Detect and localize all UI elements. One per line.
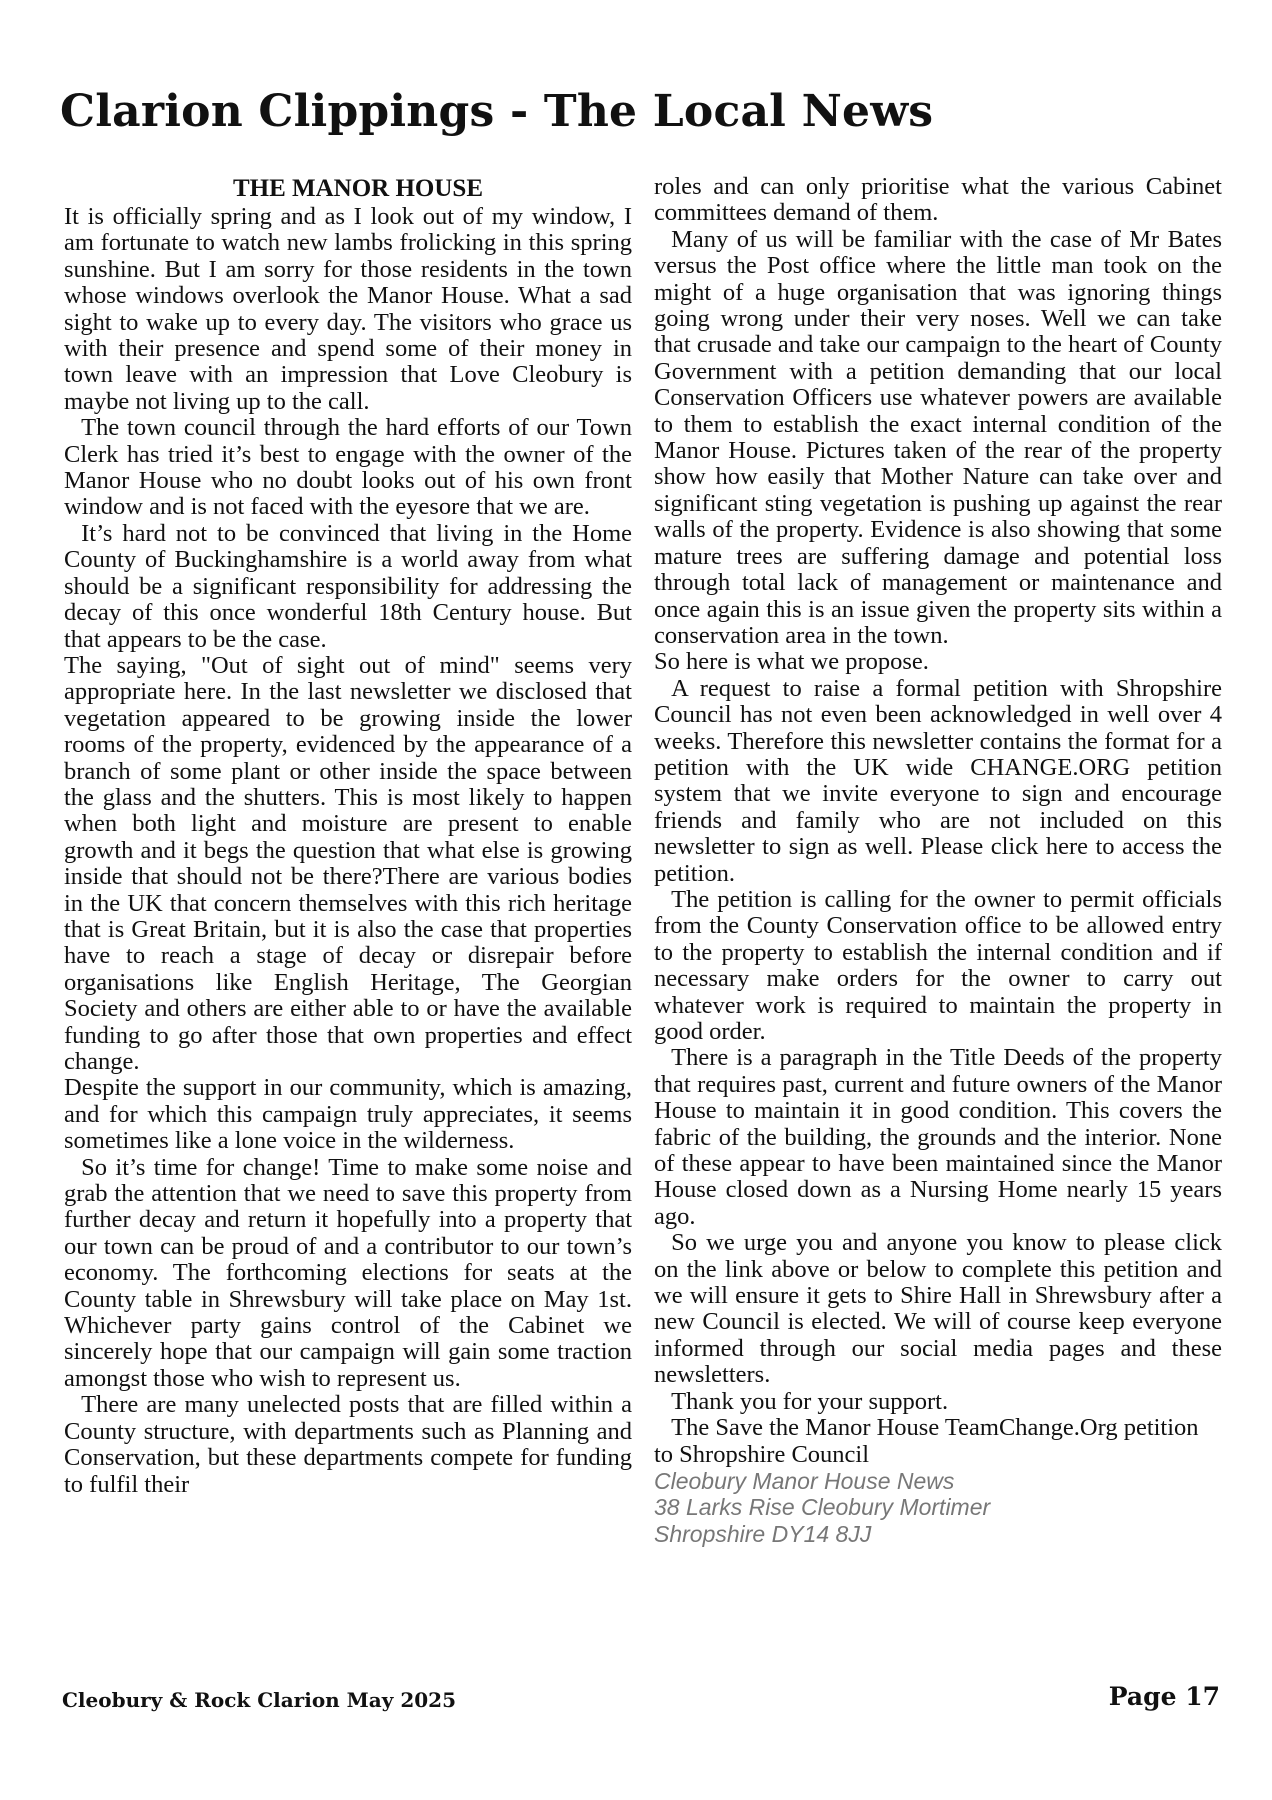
contact-line: Cleobury Manor House News xyxy=(654,1467,955,1494)
paragraph: So here is what we propose. xyxy=(654,648,929,676)
footer-publication: Cleobury & Rock Clarion May 2025 xyxy=(62,1688,457,1712)
paragraph: A request to raise a formal petition with Shropshire Council has not even been acknowledged in well over 4 weeks. Therefore this newsletter contains the format for a petition with the UK wide CHANGE.ORG petition system that we invite everyone to sign and encourage friends and family who are not included on this newsletter to sign as well. Please click here to access the petition. xyxy=(654,674,1222,887)
paragraph: So we urge you and anyone you know to please click on the link above or below to complete this petition and we will ensure it gets to Shire Hall in Shrewsbury after a new Council is elected. We will of course keep everyone informed through our social media pages and these newsletters. xyxy=(654,1229,1222,1389)
paragraph: There is a paragraph in the Title Deeds of the property that requires past, current and future owners of the Manor House to maintain it in good condition. This covers the fabric of the building, the grounds and the interior. None of these appear to have been maintained since the Manor House closed down as a Nursing Home nearly 15 years ago. xyxy=(654,1044,1222,1230)
paragraph: Thank you for your support. xyxy=(671,1387,949,1415)
paragraph: Many of us will be familiar with the case of Mr Bates versus the Post office where the little man took on the might of a huge organisation that was ignoring things going wrong under their very noses. Well we can take that crusade and take our campaign to the heart of County Government with a petition demanding that our local Conservation Officers use whatever powers are available to them to establish the exact internal condition of the Manor House. Pictures taken of the rear of the property show how easily that Mother Nature can take over and significant sting vegetation is pushing up against the rear walls of the property. Evidence is also showing that some mature trees are suffering damage and potential loss through total lack of management or maintenance and once again this is an issue given the property sits within a conservation area in the town. xyxy=(654,225,1222,649)
paragraph: The petition is calling for the owner to permit officials from the County Conservation office to be allowed entry to the property to establish the internal condition and if necessary make orders for the owner to carry out whatever work is required to maintain the property in good order. xyxy=(654,885,1222,1045)
left-column xyxy=(64,174,632,1547)
paragraph: There are many unelected posts that are filled within a County structure, with departments such as Planning and Conservation, but these departments compete for funding to fulfil their xyxy=(64,1391,632,1498)
contact-line: 38 Larks Rise Cleobury Mortimer xyxy=(654,1494,991,1521)
paragraph: It is officially spring and as I look out of my window, I am fortunate to watch new lambs frolicking in this spring sunshine. But I am sorry for those residents in the town whose windows overlook the Manor House. What a sad sight to wake up to every day. The visitors who grace us with their presence and spend some of their money in town leave with an impression that Love Cleobury is maybe not living up to the call. xyxy=(64,203,632,415)
right-column xyxy=(654,174,1222,1547)
paragraph: The town council through the hard efforts of our Town Clerk has tried it’s best to engage with the owner of the Manor House who no doubt looks out of his own front window and is not faced with the eyesore that we are. xyxy=(64,414,632,521)
signature-paragraph: The Save the Manor House TeamChange.Org petition to Shropshire Council xyxy=(654,1414,1199,1468)
paragraph: The saying, "Out of sight out of mind" seems very appropriate here. In the last newsletter we disclosed that vegetation appeared to be growing inside the lower rooms of the property, evidenced by the appearance of a branch of some plant or other inside the space between the glass and the shutters. This is most likely to happen when both light and moisture are present to enable growth and it begs the question that what else is growing inside that should not be there?There are various bodies in the UK that concern themselves with this rich heritage that is Great Britain, but it is also the case that properties have to reach a stage of decay or disrepair before organisations like English Heritage, The Georgian Society and others are either able to or have the available funding to go after those that own properties and effect change. xyxy=(64,651,632,1075)
paragraph: Despite the support in our community, which is amazing, and for which this campaign truly appreciates, it seems sometimes like a lone voice in the wilderness. xyxy=(64,1074,632,1155)
article-columns xyxy=(64,174,1222,1547)
paragraph: roles and can only prioritise what the various Cabinet committees demand of them. xyxy=(654,173,1222,227)
masthead-title: Clarion Clippings - The Local News xyxy=(60,86,934,137)
contact-block xyxy=(654,1468,1222,1547)
contact-line: Shropshire DY14 8JJ xyxy=(654,1520,872,1547)
page-number: Page 17 xyxy=(1108,1682,1220,1711)
paragraph: So it’s time for change! Time to make some noise and grab the attention that we need to save this property from further decay and return it hopefully into a property that our town can be proud of and a contributor to our town’s economy. The forthcoming elections for seats at the County table in Shrewsbury will take place on May 1st. Whichever party gains control of the Cabinet we sincerely hope that our campaign will gain some traction amongst those who wish to represent us. xyxy=(64,1153,632,1392)
article-title: THE MANOR HOUSE xyxy=(232,175,484,202)
paragraph: It’s hard not to be convinced that living in the Home County of Buckinghamshire is a world away from what should be a significant responsibility for addressing the decay of this once wonderful 18th Century house. But that appears to be the case. xyxy=(64,519,632,653)
